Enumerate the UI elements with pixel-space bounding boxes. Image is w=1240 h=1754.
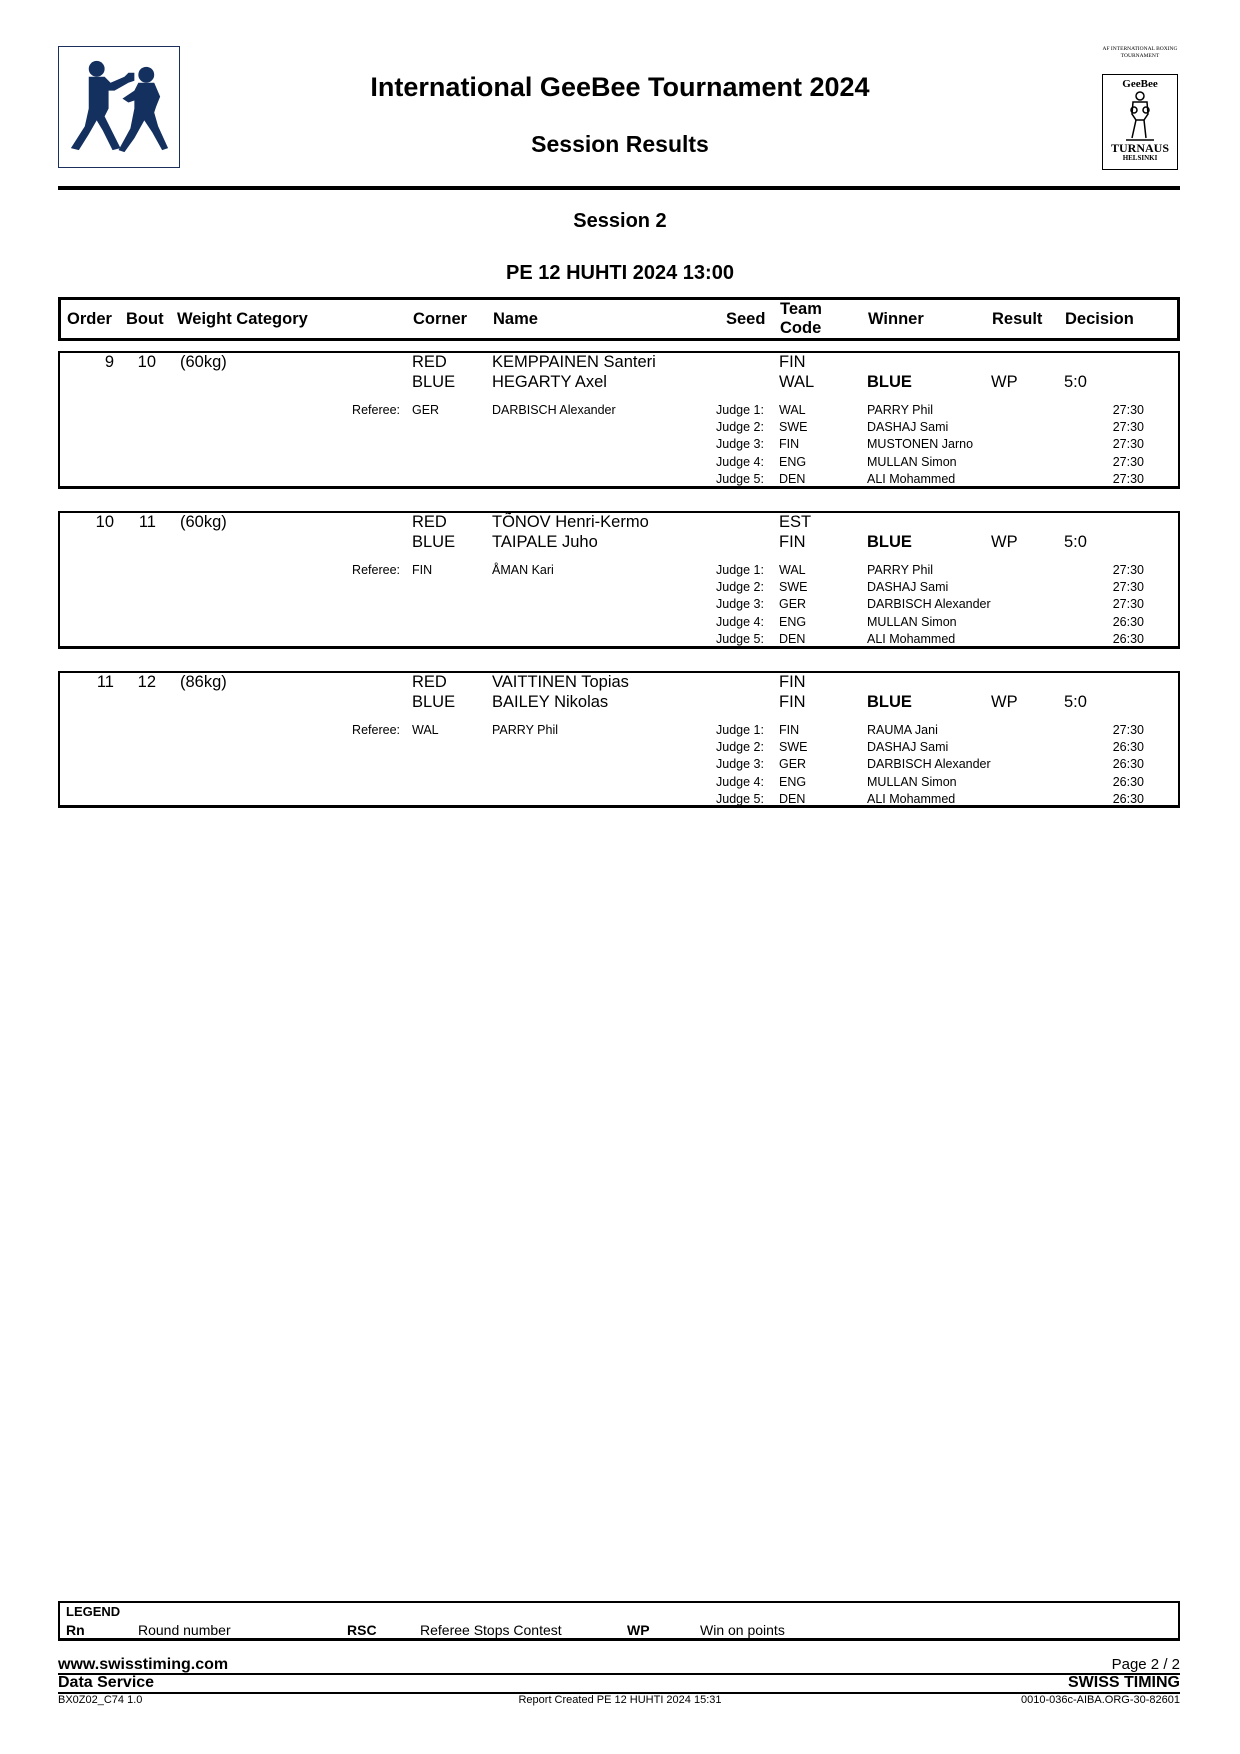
legend-text: Win on points (700, 1622, 785, 1638)
judge-label: Judge 5: (716, 631, 764, 646)
judge-label: Judge 4: (716, 774, 764, 789)
judge-label: Judge 2: (716, 420, 764, 435)
judge-label: Judge 5: (716, 471, 764, 486)
judge-score: 26:30 (1112, 740, 1144, 755)
judge-label: Judge 4: (716, 614, 764, 629)
judge-label: Judge 3: (716, 597, 764, 612)
referee-label: Referee: (352, 723, 400, 737)
corner-red: RED (412, 673, 447, 691)
judge-name: DASHAJ Sami (867, 740, 949, 755)
judge-team: ENG (779, 614, 807, 629)
decision-cell: 5:0 (1064, 373, 1087, 391)
corner-blue: BLUE (412, 693, 456, 711)
judge-name: PARRY Phil (867, 403, 934, 417)
fighter-name-red: VAITTINEN Topias (492, 673, 629, 691)
judge-score: 26:30 (1112, 631, 1144, 646)
legend-code: RSC (347, 1622, 377, 1638)
judge-score: 26:30 (1112, 774, 1144, 789)
judge-team: GER (779, 757, 807, 772)
judge-team: SWE (779, 580, 808, 595)
judge-label: Judge 5: (716, 791, 764, 806)
logo-brand-top: GeeBee (1122, 78, 1158, 90)
judge-team: GER (779, 597, 807, 612)
referee-name: DARBISCH Alexander (492, 403, 616, 417)
team-code-blue: WAL (779, 373, 815, 391)
legend-text: Referee Stops Contest (420, 1622, 562, 1638)
judge-score: 27:30 (1112, 403, 1144, 417)
judge-team: DEN (779, 791, 806, 806)
data-service-label: Data Service (58, 1674, 155, 1691)
judge-name: PARRY Phil (867, 563, 934, 577)
judge-name: MULLAN Simon (867, 454, 957, 469)
judge-label: Judge 1: (716, 563, 764, 577)
judge-label: Judge 3: (716, 437, 764, 452)
winner-cell: BLUE (867, 693, 912, 711)
judge-team: SWE (779, 740, 808, 755)
judge-team: ENG (779, 454, 807, 469)
weight-category-cell: (86kg) (180, 673, 227, 691)
corner-blue: BLUE (412, 373, 456, 391)
bout-row (58, 671, 1180, 808)
session-title: Session 2 (573, 210, 667, 232)
page-title: International GeeBee Tournament 2024 (370, 72, 870, 102)
judge-score: 27:30 (1112, 471, 1144, 486)
referee-label: Referee: (352, 403, 400, 417)
footer-divider (58, 1673, 1180, 1675)
referee-name: PARRY Phil (492, 723, 559, 737)
result-cell: WP (991, 373, 1018, 391)
col-order: Order (67, 310, 112, 328)
judge-name: ALI Mohammed (867, 631, 956, 646)
referee-team: GER (412, 403, 440, 417)
referee-label: Referee: (352, 563, 400, 577)
col-winner: Winner (868, 310, 924, 328)
bout-row (58, 511, 1180, 649)
table-header (58, 297, 1180, 341)
judge-label: Judge 2: (716, 580, 764, 595)
bout-number-cell: 11 (138, 513, 156, 531)
judge-name: MUSTONEN Jarno (867, 437, 974, 452)
decision-cell: 5:0 (1064, 693, 1087, 711)
logo-city: HELSINKI (1122, 154, 1158, 162)
col-seed: Seed (726, 310, 766, 328)
fighter-name-red: KEMPPAINEN Santeri (492, 353, 656, 371)
weight-category-cell: (60kg) (180, 513, 227, 531)
judge-team: FIN (779, 437, 800, 452)
judge-score: 27:30 (1112, 563, 1144, 577)
judge-label: Judge 2: (716, 740, 764, 755)
judge-team: WAL (779, 403, 806, 417)
team-code-red: FIN (779, 353, 806, 371)
judge-label: Judge 1: (716, 403, 764, 417)
judge-label: Judge 3: (716, 757, 764, 772)
team-code-red: FIN (779, 673, 806, 691)
judge-score: 27:30 (1112, 420, 1144, 435)
legend-text: Round number (138, 1622, 231, 1638)
referee-team: WAL (412, 723, 439, 737)
reference-code: 0010-036c-AIBA.ORG-30-82601 (1021, 1694, 1180, 1706)
judge-label: Judge 4: (716, 454, 764, 469)
header-divider (58, 186, 1180, 190)
legend-box (58, 1601, 1180, 1641)
judge-label: Judge 1: (716, 723, 764, 737)
judge-team: FIN (779, 723, 800, 737)
judge-name: DASHAJ Sami (867, 420, 949, 435)
judge-score: 27:30 (1112, 723, 1144, 737)
swiss-timing-brand: SWISS TIMING (1068, 1674, 1180, 1691)
judge-score: 26:30 (1112, 614, 1144, 629)
judge-name: MULLAN Simon (867, 614, 957, 629)
page-subtitle: Session Results (531, 131, 709, 157)
logo-brand-bottom: TURNAUS (1110, 141, 1169, 155)
session-datetime: PE 12 HUHTI 2024 13:00 (506, 262, 734, 284)
legend-title: LEGEND (66, 1604, 121, 1619)
team-code-blue: FIN (779, 693, 806, 711)
fighter-name-blue: BAILEY Nikolas (492, 693, 609, 711)
judge-name: ALI Mohammed (867, 471, 956, 486)
bout-number-cell: 12 (137, 673, 156, 691)
judge-name: DARBISCH Alexander (867, 597, 991, 612)
order-cell: 9 (104, 353, 114, 371)
referee-team: FIN (412, 563, 433, 577)
judge-name: RAUMA Jani (867, 723, 938, 737)
report-created: Report Created PE 12 HUHTI 2024 15:31 (518, 1694, 722, 1706)
page-number: Page 2 / 2 (1111, 1656, 1180, 1673)
judge-name: ALI Mohammed (867, 791, 956, 806)
bout-number-cell: 10 (137, 353, 156, 371)
col-bout: Bout (126, 310, 164, 328)
judge-team: WAL (779, 563, 806, 577)
team-code-blue: FIN (779, 533, 806, 551)
col-weight-category: Weight Category (177, 310, 308, 328)
corner-red: RED (412, 353, 447, 371)
col-result: Result (992, 310, 1043, 328)
fighter-name-red: TÕNOV Henri-Kermo (492, 513, 649, 531)
judge-team: ENG (779, 774, 807, 789)
referee-name: ÅMAN Kari (492, 563, 554, 577)
judge-name: DASHAJ Sami (867, 580, 949, 595)
col-team-code: Team Code (780, 300, 822, 337)
col-decision: Decision (1065, 310, 1134, 328)
corner-blue: BLUE (412, 533, 456, 551)
weight-category-cell: (60kg) (180, 353, 227, 371)
judge-team: DEN (779, 471, 806, 486)
judge-score: 27:30 (1112, 580, 1144, 595)
bout-row (58, 351, 1180, 489)
judge-score: 26:30 (1112, 791, 1144, 806)
legend-code: Rn (66, 1622, 85, 1638)
legend-code: WP (627, 1622, 650, 1638)
website-link[interactable]: www.swisstiming.com (58, 1656, 229, 1673)
doc-code: BX0Z02_C74 1.0 (58, 1694, 143, 1706)
judge-name: MULLAN Simon (867, 774, 957, 789)
judge-score: 27:30 (1112, 437, 1144, 452)
judge-team: DEN (779, 631, 806, 646)
team-code-red: EST (779, 513, 812, 531)
winner-cell: BLUE (867, 373, 912, 391)
judge-score: 27:30 (1112, 454, 1144, 469)
col-name: Name (493, 310, 538, 328)
col-corner: Corner (413, 310, 468, 328)
result-cell: WP (991, 693, 1018, 711)
judge-score: 27:30 (1112, 597, 1144, 612)
result-cell: WP (991, 533, 1018, 551)
corner-red: RED (412, 513, 447, 531)
decision-cell: 5:0 (1064, 533, 1087, 551)
order-cell: 11 (96, 673, 114, 691)
logo-caption: AF INTERNATIONAL BOXING TOURNAMENT (1102, 46, 1178, 59)
judge-score: 26:30 (1112, 757, 1144, 772)
judge-team: SWE (779, 420, 808, 435)
fighter-name-blue: TAIPALE Juho (492, 533, 598, 551)
judge-name: DARBISCH Alexander (867, 757, 991, 772)
winner-cell: BLUE (867, 533, 912, 551)
order-cell: 10 (95, 513, 114, 531)
fighter-name-blue: HEGARTY Axel (492, 373, 607, 391)
